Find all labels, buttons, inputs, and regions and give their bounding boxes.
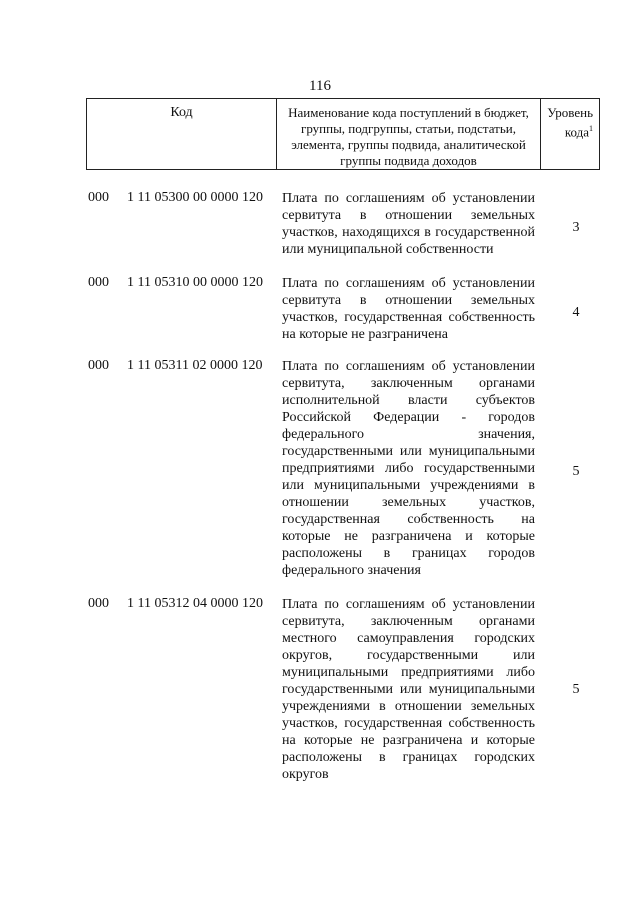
footnote-marker: 1 xyxy=(589,124,593,133)
admin-code: 000 xyxy=(88,275,109,290)
page-number: 116 xyxy=(309,78,331,94)
revenue-code: 1 11 05310 00 0000 120 xyxy=(127,275,263,290)
revenue-code: 1 11 05311 02 0000 120 xyxy=(127,358,263,373)
revenue-name: Плата по соглашениям об установлении сервитута, заключенным органами исполнительной власти субъектов Российской Федерации - городов федерального значения, государственными или муниципальными предприятиями либо государственными или муниципальными учреждениями в отношении земельных участков, государственная собственность на которые не разграничена и которые расположены в границах городов федерального значения xyxy=(282,359,535,578)
header-name: Наименование кода поступлений в бюджет, группы, подгруппы, статьи, подстатьи, элемента, группы подвида, аналитической группы подвида доходов xyxy=(277,99,541,169)
header-level xyxy=(541,99,599,169)
revenue-code: 1 11 05312 04 0000 120 xyxy=(127,596,263,611)
header-level-label: Уровень кода xyxy=(547,105,593,140)
revenue-name: Плата по соглашениям об установлении сервитута, заключенным органами местного самоуправления городских округов, государственными или муниципальными предприятиями либо государственными или муниципальными учреждениями в отношении земельных участков, государственная собственность на которые не разграничена и которые расположены в границах городских округов xyxy=(282,597,535,782)
table-header xyxy=(86,98,600,170)
header-code: Код xyxy=(87,99,277,169)
revenue-level: 5 xyxy=(572,464,580,479)
revenue-level: 4 xyxy=(572,305,580,320)
admin-code: 000 xyxy=(88,596,109,611)
revenue-name: Плата по соглашениям об установлении сервитута в отношении земельных участков, находящихся в государственной или муниципальной собственности xyxy=(282,191,535,257)
revenue-level: 3 xyxy=(572,220,580,235)
revenue-level: 5 xyxy=(572,682,580,697)
admin-code: 000 xyxy=(88,190,109,205)
revenue-code: 1 11 05300 00 0000 120 xyxy=(127,190,263,205)
revenue-name: Плата по соглашениям об установлении сервитута в отношении земельных участков, государственная собственность на которые не разграничена xyxy=(282,276,535,342)
admin-code: 000 xyxy=(88,358,109,373)
